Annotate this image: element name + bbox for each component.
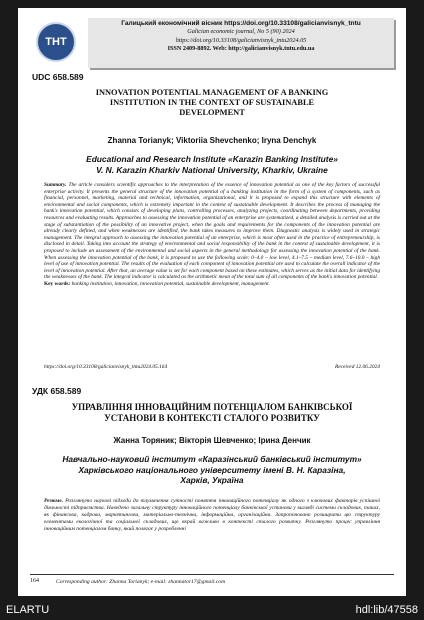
journal-logo <box>36 22 76 62</box>
journal-header <box>30 14 396 74</box>
summary-ua <box>44 498 380 570</box>
summary-ua-label: Резюме. <box>44 498 64 504</box>
title-ua <box>42 402 382 424</box>
udc-ua: УДК 658.589 <box>32 386 82 396</box>
repository-watermark-left: ELARTU <box>6 604 50 616</box>
affiliation-ua <box>32 454 392 486</box>
affiliation-en <box>32 154 392 175</box>
summary-en <box>44 182 380 288</box>
title-en-line2: INSTITUTION IN THE CONTEXT OF SUSTAINABLE <box>109 98 315 107</box>
affiliation-en-line2: V. N. Karazin Kharkiv National University, Kharkiv, Ukraine <box>96 164 328 175</box>
journal-issn-line[interactable]: ISSN 2409-8892. Web: http://galicianvisnyk.tntu.edu.ua <box>167 45 315 53</box>
summary-en-text: The article considers scientific approaches to the interpretation of the essence of innovation potential as one of the key factors of successful enterprise activity. It presents the general structure of the innovation potential of a banking institution in the form of a system of components, such as financial, personnel, marketing, material and technical, information, organizational, and it is proposed to expand this structure with elements of environmental and social components, which is extremely important in the context of sustainable development. It describes the process of managing the bank's innovation potential, which consists of developing plans, controlling processes, analyzing projects, coordinating between departments, providing resources and evaluating results. Approaches to assessing the innovation potential of an enterprise are systematized, a detailed analysis is carried out at the stage of substantiation of the possibility of an innovative project, when the goals and requirements for the components of the innovation potential are already clearly defined, and when weaknesses are identified, the bank takes measures to improve them. Diagnostic analysis is widely used in strategic management. The integral approach to assessing the innovation potential of an enterprise, which is most often used in the practice of entrepreneurship, is disclosed in detail. Taking into account the strategy of environmental and social responsibility of the bank in the context of sustainable development, it is proposed to include an assessment of the environmental and social aspects in the general methodology for assessing the innovation potential of the bank. When assessing the innovation potential of the bank, it is proposed to use the following scale: 0–4.0 – low level, 4.1–7.5 – medium level, 7.6–10.0 – high level of use of innovation potential. The results of the evaluation of each component of innovation potential are used to calculate the overall indicator of the level of innovation potential. After that, an average value is set for each component based on these estimates, which serves as the initial data for identifying the weaknesses of the bank. The integral indicator is calculated as the arithmetic mean of the total sum of all components of the bank's innovation potential. <box>44 182 380 281</box>
title-en <box>42 88 382 118</box>
journal-doi-line[interactable]: https://doi.org/10.33108/galicianvisnyk_tntu2024.05 <box>175 36 307 44</box>
affiliation-ua-line1: Навчально-науковий інститут «Каразінський банківський інститут» <box>62 454 362 464</box>
received-date: Received 12.06.2024 <box>334 364 380 370</box>
affiliation-en-line1: Educational and Research Institute «Karazin Banking Institute» <box>86 154 338 164</box>
keywords-en-text: banking institution, innovation, innovation potential, sustainable development, management. <box>71 280 270 287</box>
keywords-en-label: Key words: <box>44 280 71 287</box>
title-ua-line1: УПРАВЛІННЯ ІННОВАЦІЙНИМ ПОТЕНЦІАЛОМ БАНКІВСЬКОЇ <box>71 402 353 412</box>
journal-issue-line: Galician economic journal, No 5 (90) 2024 <box>187 28 295 36</box>
logo-text: ТНТ <box>45 36 67 48</box>
corresponding-author: Corresponding author: Zhanna Torianyk; e-mail: zhannator17@gmail.com <box>56 579 226 585</box>
summary-ua-text: Розглянуто наукові підходи до тлумачення сутності поняття інноваційного потенціалу як одного з ключових факторів успішної діяльності підприємства. Наведено загальну структуру інноваційного потенціалу банківської установи у вигляді системи складових, таких, як фінансова, кадрова, маркетингова, матеріально-технічна, інформаційна, організаційна. Запропоновано розширити цю структуру елементами екологічної та соціальної складових, що вкрай важливо в контексті сталого розвитку. Розглянуто процес управління інноваційним потенціалом банку, який полягає у розробленні <box>44 498 380 532</box>
title-en-line3: DEVELOPMENT <box>179 108 245 117</box>
udc-en: UDC 658.589 <box>32 72 84 82</box>
journal-title-line: Галицький економічний вісник https://doi.org/10.33108/galicianvisnyk_tntu <box>121 20 361 27</box>
journal-info-box <box>88 18 394 68</box>
paper-page <box>18 8 406 596</box>
title-ua-line2: УСТАНОВИ В КОНТЕКСТІ СТАЛОГО РОЗВИТКУ <box>104 413 320 423</box>
article-meta <box>44 364 380 370</box>
authors-en: Zhanna Torianyk; Viktoriia Shevchenko; Iryna Denchyk <box>107 136 317 145</box>
repository-watermark-right: hdl:lib/47558 <box>355 604 418 616</box>
page-number: 164 <box>30 578 39 584</box>
affiliation-ua-line2: Харківського національного університету імені В. Н. Каразіна, <box>78 464 346 475</box>
article-doi-link[interactable]: https://doi.org/10.33108/galicianvisnyk_tntu2024.05.164 <box>44 364 168 370</box>
summary-en-label: Summary. <box>44 182 67 188</box>
page-footer <box>30 574 394 589</box>
affiliation-ua-line3: Харків, Україна <box>180 475 244 485</box>
title-en-line1: INNOVATION POTENTIAL MANAGEMENT OF A BANKING <box>95 88 329 97</box>
authors-ua: Жанна Торяник; Вікторія Шевченко; Ірина Денчик <box>113 436 311 445</box>
